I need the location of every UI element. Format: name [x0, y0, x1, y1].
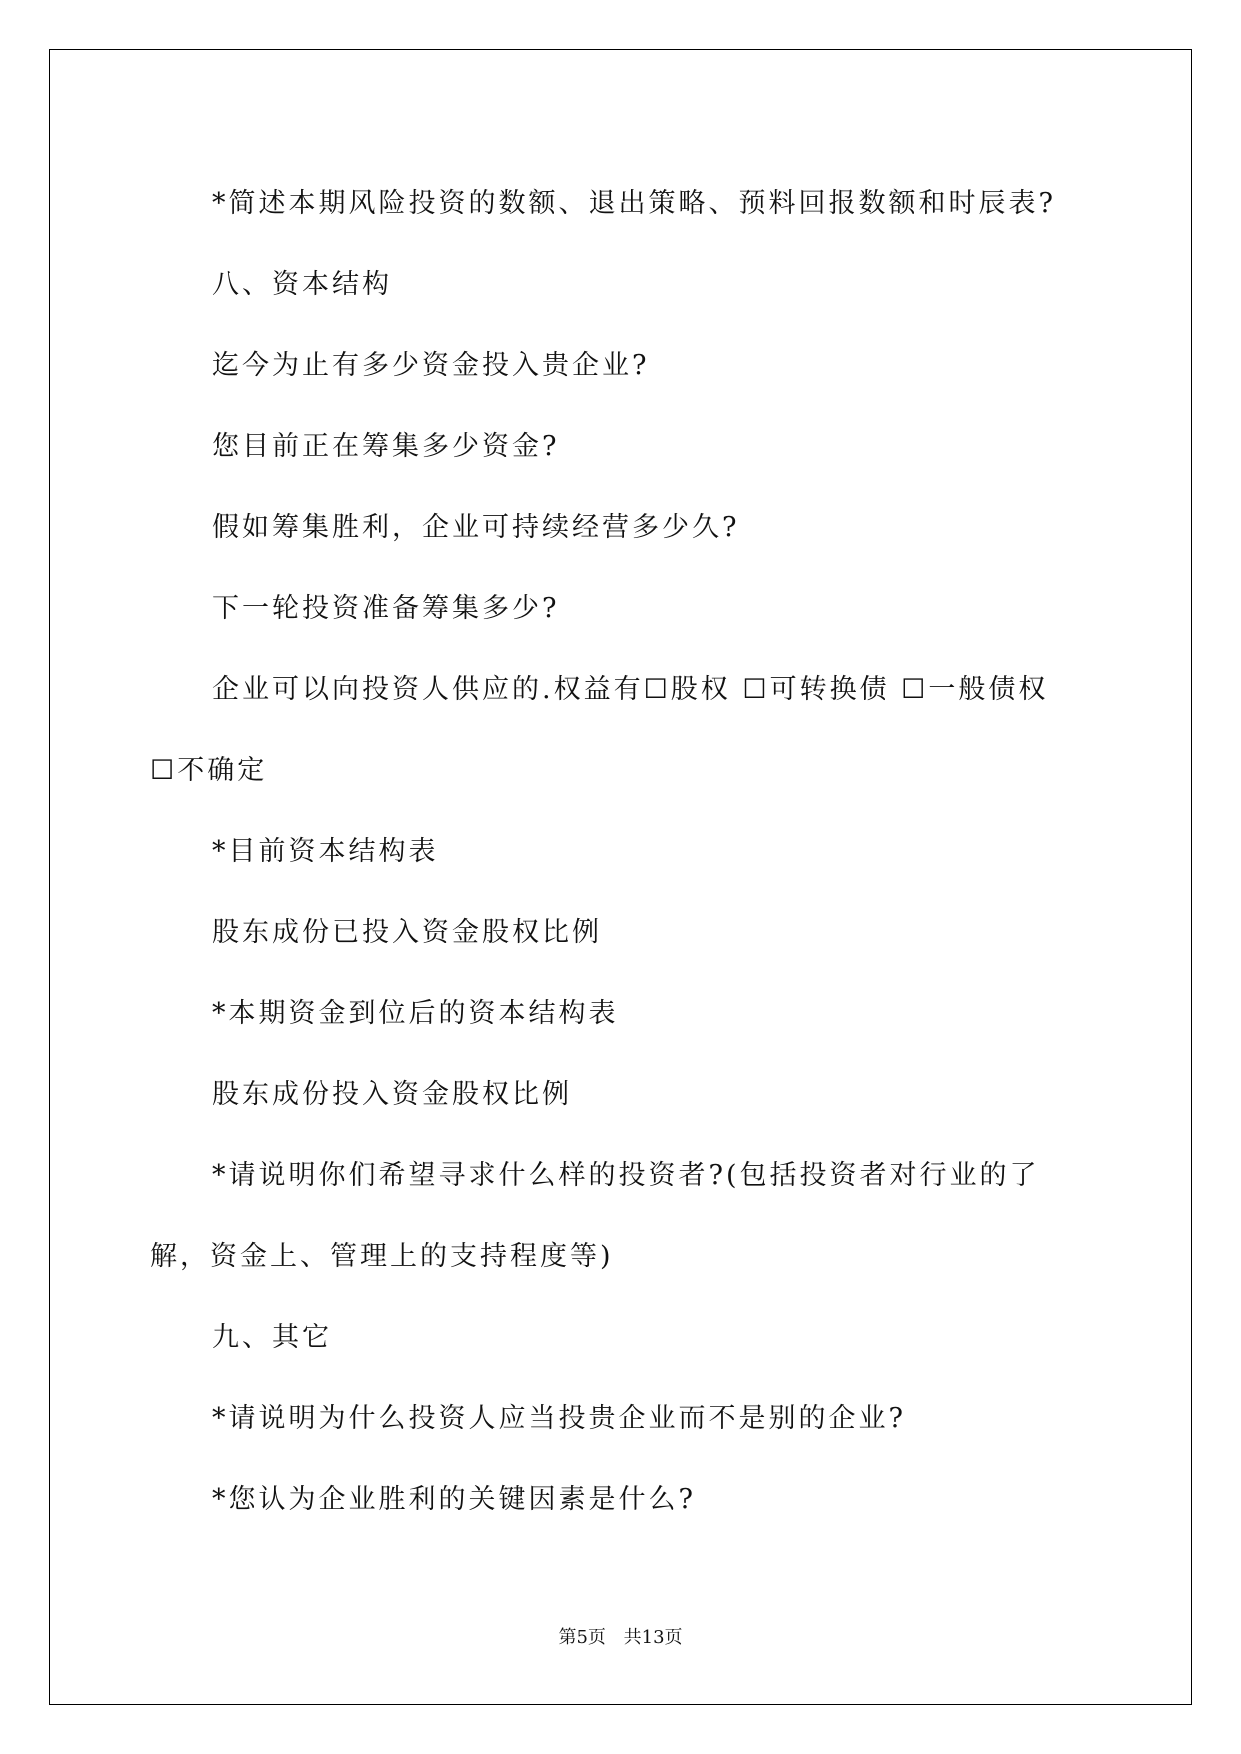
page-number: 第5页	[558, 1627, 606, 1648]
section-heading: 九、其它	[212, 1322, 332, 1353]
section-heading: 八、资本结构	[212, 269, 392, 300]
text-line: *简述本期风险投资的数额、退出策略、预料回报数额和时辰表?	[212, 188, 1056, 219]
text-line: 企业可以向投资人供应的.权益有☐股权 ☐可转换债 ☐一般债权	[212, 674, 1049, 705]
page-total: 共13页	[623, 1627, 683, 1648]
text-line: *请说明你们希望寻求什么样的投资者?(包括投资者对行业的了	[212, 1160, 1040, 1191]
text-line: *本期资金到位后的资本结构表	[212, 998, 619, 1029]
document-body	[150, 163, 1090, 1540]
text-line: 股东成份已投入资金股权比例	[212, 917, 602, 948]
text-line: 假如筹集胜利，企业可持续经营多少久?	[212, 512, 740, 543]
text-line: 解，资金上、管理上的支持程度等)	[150, 1241, 614, 1272]
text-line: *目前资本结构表	[212, 836, 439, 867]
text-line: *您认为企业胜利的关键因素是什么?	[212, 1484, 696, 1515]
text-line: ☐不确定	[150, 755, 268, 786]
text-line: 迄今为止有多少资金投入贵企业?	[212, 350, 650, 381]
text-line: 您目前正在筹集多少资金?	[212, 431, 560, 462]
text-line: *请说明为什么投资人应当投贵企业而不是别的企业?	[212, 1403, 906, 1434]
page-footer	[0, 1623, 1241, 1649]
text-line: 下一轮投资准备筹集多少?	[212, 593, 560, 624]
text-line: 股东成份投入资金股权比例	[212, 1079, 572, 1110]
